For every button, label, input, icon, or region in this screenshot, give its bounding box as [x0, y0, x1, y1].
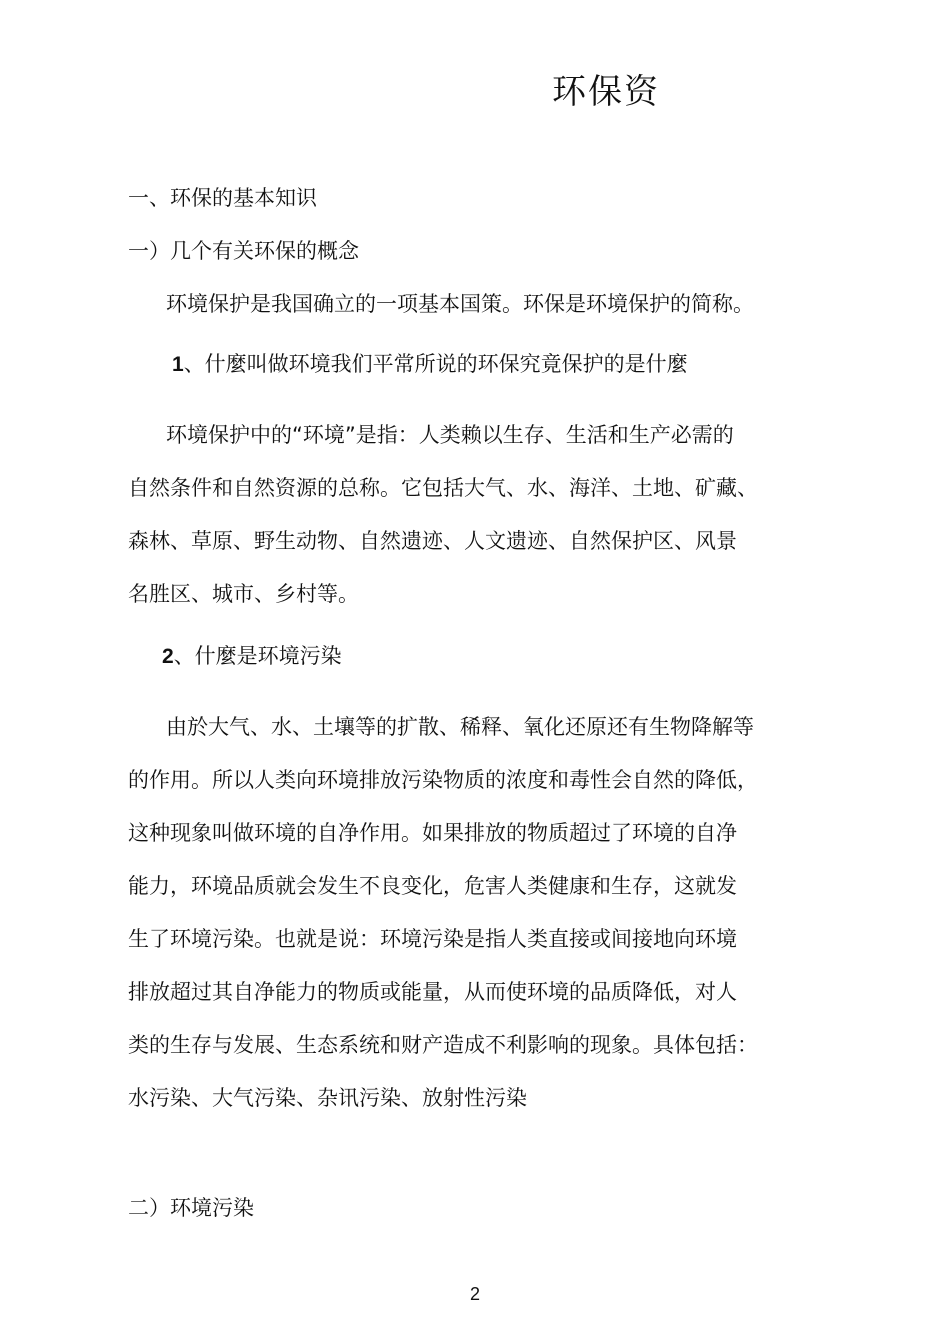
paragraph-2-line: 的作用。所以人类向环境排放污染物质的浓度和毒性会自然的降低， — [128, 768, 758, 792]
document-title: 环保资 — [552, 72, 660, 112]
section-heading: 一、环保的基本知识 — [128, 186, 317, 210]
question-1-number: 1 — [172, 353, 184, 376]
paragraph-1-line: 自然条件和自然资源的总称。它包括大气、水、海洋、土地、矿藏、 — [128, 476, 758, 500]
page-number: 2 — [470, 1284, 481, 1304]
paragraph-1-line: 名胜区、城市、乡村等。 — [128, 582, 359, 606]
subsection-heading: 二）环境污染 — [128, 1196, 254, 1220]
paragraph-1-line: 森林、草原、野生动物、自然遗迹、人文遗迹、自然保护区、风景 — [128, 529, 737, 553]
paragraph-1-line: 环境保护中的“环境”是指：人类赖以生存、生活和生产必需的 — [166, 423, 734, 447]
intro-paragraph: 环境保护是我国确立的一项基本国策。环保是环境保护的简称。 — [166, 292, 754, 316]
paragraph-2-line: 这种现象叫做环境的自净作用。如果排放的物质超过了环境的自净 — [128, 821, 737, 845]
subsection-heading: 一）几个有关环保的概念 — [128, 239, 359, 263]
paragraph-2-line: 生了环境污染。也就是说：环境污染是指人类直接或间接地向环境 — [128, 927, 737, 951]
paragraph-2-line: 排放超过其自净能力的物质或能量，从而使环境的品质降低，对人 — [128, 980, 737, 1004]
paragraph-2-line: 水污染、大气污染、杂讯污染、放射性污染 — [128, 1086, 527, 1110]
question-2 — [162, 642, 342, 671]
question-1-text: 、什麼叫做环境我们平常所说的环保究竟保护的是什麼 — [183, 352, 688, 376]
question-2-number: 2 — [162, 645, 174, 668]
question-1 — [172, 350, 688, 379]
paragraph-2-line: 类的生存与发展、生态系统和财产造成不利影响的现象。具体包括： — [128, 1033, 758, 1057]
paragraph-2-line: 能力，环境品质就会发生不良变化，危害人类健康和生存，这就发 — [128, 874, 737, 898]
question-2-text: 、什麼是环境污染 — [173, 644, 342, 668]
paragraph-2-line: 由於大气、水、土壤等的扩散、稀释、氧化还原还有生物降解等 — [166, 715, 754, 739]
